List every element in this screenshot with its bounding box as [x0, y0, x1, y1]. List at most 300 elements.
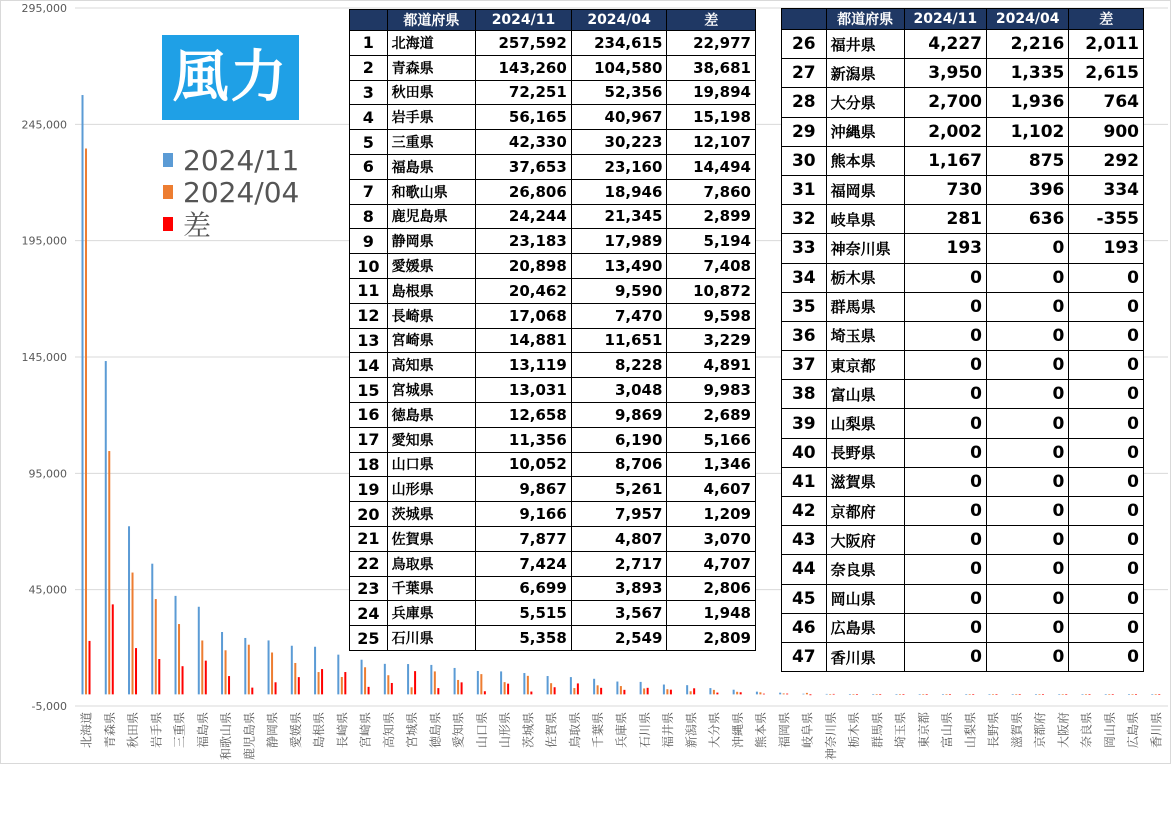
- cell-pref: 山梨県: [826, 409, 904, 438]
- cell-apr: 13,490: [571, 254, 667, 279]
- bar-nov: [105, 361, 107, 694]
- cell-diff: 2,809: [667, 626, 756, 651]
- bar-nov: [709, 688, 711, 694]
- cell-diff: 0: [1069, 380, 1144, 409]
- legend-swatch: [163, 185, 173, 199]
- bar-apr: [108, 451, 110, 694]
- cell-apr: 396: [987, 175, 1069, 204]
- table-row: [782, 117, 1144, 146]
- cell-apr: 0: [987, 642, 1069, 671]
- cell-nov: 12,658: [476, 402, 572, 427]
- cell-nov: 730: [904, 175, 986, 204]
- cell-rank: 21: [350, 526, 388, 551]
- bar-apr: [783, 693, 785, 694]
- bar-apr: [1015, 694, 1017, 695]
- bar-diff: [809, 694, 811, 695]
- cell-nov: 0: [904, 438, 986, 467]
- bar-diff: [600, 688, 602, 695]
- bar-diff: [182, 666, 184, 694]
- cell-nov: 0: [904, 321, 986, 350]
- x-tick-label: 福島県: [195, 712, 210, 749]
- cell-rank: 37: [782, 351, 827, 380]
- bar-nov: [663, 685, 665, 695]
- bar-diff: [949, 694, 951, 695]
- cell-apr: 0: [987, 263, 1069, 292]
- cell-apr: 2,717: [571, 551, 667, 576]
- cell-nov: 20,898: [476, 254, 572, 279]
- x-tick-label: 福岡県: [777, 712, 792, 749]
- x-tick-label: 和歌山県: [219, 712, 234, 761]
- table-row: [782, 409, 1144, 438]
- bar-nov: [616, 682, 618, 695]
- cell-rank: 47: [782, 642, 827, 671]
- cell-diff: -355: [1069, 205, 1144, 234]
- bar-apr: [364, 667, 366, 694]
- table-row: [350, 254, 756, 279]
- table-row: [350, 626, 756, 651]
- cell-pref: 鹿児島県: [387, 204, 476, 229]
- bar-apr: [341, 677, 343, 694]
- cell-nov: 3,950: [904, 59, 986, 88]
- cell-apr: 1,936: [987, 88, 1069, 117]
- cell-apr: 11,651: [571, 328, 667, 353]
- bar-diff: [995, 694, 997, 695]
- table-row: [350, 130, 756, 155]
- cell-apr: 5,261: [571, 477, 667, 502]
- bar-apr: [178, 624, 180, 694]
- cell-diff: 2,615: [1069, 59, 1144, 88]
- bar-nov: [942, 694, 944, 695]
- bar-diff: [1088, 694, 1090, 695]
- cell-nov: 0: [904, 467, 986, 496]
- cell-rank: 11: [350, 278, 388, 303]
- cell-rank: 5: [350, 130, 388, 155]
- cell-rank: 13: [350, 328, 388, 353]
- cell-apr: 23,160: [571, 154, 667, 179]
- cell-diff: 764: [1069, 88, 1144, 117]
- x-tick-label: 岩手県: [149, 712, 164, 749]
- y-tick-label: 195,000: [21, 234, 67, 248]
- cell-diff: 38,681: [667, 55, 756, 80]
- bar-nov: [919, 694, 921, 695]
- cell-rank: 29: [782, 117, 827, 146]
- bar-apr: [1085, 694, 1087, 695]
- cell-nov: 2,002: [904, 117, 986, 146]
- cell-nov: 0: [904, 292, 986, 321]
- bar-diff: [89, 641, 91, 694]
- bar-nov: [1105, 694, 1107, 695]
- cell-diff: 19,894: [667, 80, 756, 105]
- cell-diff: 0: [1069, 497, 1144, 526]
- bar-diff: [1158, 694, 1160, 695]
- cell-nov: 11,356: [476, 427, 572, 452]
- bar-apr: [806, 693, 808, 694]
- bar-apr: [899, 694, 901, 695]
- bar-nov: [477, 671, 479, 694]
- y-tick-label: 145,000: [21, 351, 67, 364]
- cell-rank: 40: [782, 438, 827, 467]
- bar-diff: [228, 676, 230, 694]
- bar-nov: [1151, 694, 1153, 695]
- x-tick-label: 島根県: [312, 712, 327, 749]
- cell-nov: 1,167: [904, 146, 986, 175]
- cell-apr: 52,356: [571, 80, 667, 105]
- cell-pref: 愛知県: [387, 427, 476, 452]
- cell-nov: 257,592: [476, 31, 572, 56]
- bar-apr: [504, 682, 506, 694]
- cell-nov: 0: [904, 497, 986, 526]
- cell-apr: 0: [987, 438, 1069, 467]
- legend-swatch: [163, 217, 173, 231]
- cell-pref: 新潟県: [826, 59, 904, 88]
- cell-rank: 33: [782, 234, 827, 263]
- table-row: [350, 303, 756, 328]
- x-tick-label: 宮城県: [405, 712, 420, 749]
- bar-nov: [1012, 694, 1014, 695]
- cell-diff: 0: [1069, 584, 1144, 613]
- cell-rank: 41: [782, 467, 827, 496]
- bar-nov: [268, 640, 270, 694]
- header-nov: 2024/11: [904, 9, 986, 30]
- bar-apr: [1038, 694, 1040, 695]
- bar-diff: [902, 694, 904, 695]
- table-row: [350, 378, 756, 403]
- cell-pref: 福井県: [826, 30, 904, 59]
- cell-nov: 0: [904, 555, 986, 584]
- cell-pref: 京都府: [826, 497, 904, 526]
- table-row: [782, 321, 1144, 350]
- bar-apr: [480, 674, 482, 694]
- x-tick-label: 徳島県: [428, 712, 443, 749]
- bar-apr: [1155, 694, 1157, 695]
- x-tick-label: 滋賀県: [1009, 712, 1024, 749]
- cell-apr: 2,549: [571, 626, 667, 651]
- bar-apr: [922, 694, 924, 695]
- x-tick-label: 北海道: [79, 712, 94, 749]
- bar-nov: [756, 692, 758, 695]
- x-tick-label: 静岡県: [265, 712, 280, 749]
- cell-nov: 4,227: [904, 30, 986, 59]
- cell-pref: 山口県: [387, 452, 476, 477]
- table-row: [350, 105, 756, 130]
- table-row: [350, 576, 756, 601]
- bar-diff: [321, 669, 323, 694]
- cell-apr: 4,807: [571, 526, 667, 551]
- x-tick-label: 京都府: [1033, 712, 1048, 749]
- table-row: [350, 427, 756, 452]
- cell-rank: 14: [350, 353, 388, 378]
- table-row: [782, 205, 1144, 234]
- cell-nov: 6,699: [476, 576, 572, 601]
- cell-diff: 1,209: [667, 502, 756, 527]
- cell-pref: 岐阜県: [826, 205, 904, 234]
- cell-rank: 44: [782, 555, 827, 584]
- cell-pref: 鳥取県: [387, 551, 476, 576]
- cell-nov: 5,358: [476, 626, 572, 651]
- cell-apr: 21,345: [571, 204, 667, 229]
- table-row: [350, 328, 756, 353]
- bar-apr: [387, 675, 389, 694]
- table-row: [782, 234, 1144, 263]
- cell-diff: 5,194: [667, 229, 756, 254]
- cell-nov: 72,251: [476, 80, 572, 105]
- bar-nov: [198, 607, 200, 695]
- bar-diff: [623, 690, 625, 695]
- cell-rank: 10: [350, 254, 388, 279]
- table-row: [350, 477, 756, 502]
- cell-apr: 0: [987, 526, 1069, 555]
- bar-apr: [85, 148, 87, 694]
- cell-apr: 9,590: [571, 278, 667, 303]
- bar-apr: [411, 687, 413, 694]
- x-tick-label: 新潟県: [684, 712, 699, 749]
- cell-pref: 滋賀県: [826, 467, 904, 496]
- cell-pref: 千葉県: [387, 576, 476, 601]
- bar-apr: [457, 680, 459, 694]
- cell-nov: 7,877: [476, 526, 572, 551]
- bar-diff: [833, 694, 835, 695]
- header-pref: 都道府県: [826, 9, 904, 30]
- cell-apr: 1,335: [987, 59, 1069, 88]
- cell-diff: 4,607: [667, 477, 756, 502]
- cell-diff: 3,070: [667, 526, 756, 551]
- cell-rank: 30: [782, 146, 827, 175]
- cell-pref: 三重県: [387, 130, 476, 155]
- cell-diff: 193: [1069, 234, 1144, 263]
- cell-nov: 0: [904, 642, 986, 671]
- bar-nov: [965, 694, 967, 695]
- cell-apr: 0: [987, 351, 1069, 380]
- bar-diff: [344, 672, 346, 694]
- x-tick-label: 沖縄県: [730, 712, 745, 749]
- table-row: [782, 30, 1144, 59]
- cell-nov: 7,424: [476, 551, 572, 576]
- bar-apr: [527, 676, 529, 695]
- header-rank: [350, 10, 388, 31]
- header-apr: 2024/04: [987, 9, 1069, 30]
- legend-item-diff: [163, 208, 299, 240]
- x-tick-label: 鳥取県: [567, 712, 582, 749]
- cell-rank: 17: [350, 427, 388, 452]
- table-row: [350, 601, 756, 626]
- cell-apr: 875: [987, 146, 1069, 175]
- x-tick-label: 栃木県: [847, 712, 862, 749]
- bar-apr: [969, 694, 971, 695]
- cell-diff: 3,229: [667, 328, 756, 353]
- x-tick-label: 広島県: [1126, 712, 1141, 749]
- bar-nov: [733, 690, 735, 695]
- cell-pref: 群馬県: [826, 292, 904, 321]
- bar-diff: [1065, 694, 1067, 695]
- bar-nov: [1128, 694, 1130, 695]
- cell-apr: 0: [987, 409, 1069, 438]
- bar-apr: [318, 672, 320, 694]
- cell-diff: 0: [1069, 321, 1144, 350]
- bar-apr: [597, 685, 599, 694]
- cell-apr: 17,989: [571, 229, 667, 254]
- bar-nov: [500, 671, 502, 694]
- table-row: [782, 497, 1144, 526]
- cell-pref: 兵庫県: [387, 601, 476, 626]
- bar-nov: [570, 677, 572, 694]
- cell-apr: 0: [987, 321, 1069, 350]
- cell-nov: 37,653: [476, 154, 572, 179]
- bar-apr: [132, 573, 134, 695]
- cell-diff: 0: [1069, 467, 1144, 496]
- header-apr: 2024/04: [571, 10, 667, 31]
- cell-nov: 9,867: [476, 477, 572, 502]
- cell-rank: 42: [782, 497, 827, 526]
- bar-apr: [1062, 694, 1064, 695]
- x-tick-label: 愛媛県: [288, 712, 303, 749]
- bar-nov: [407, 664, 409, 694]
- cell-pref: 青森県: [387, 55, 476, 80]
- bar-apr: [550, 683, 552, 694]
- cell-apr: 8,706: [571, 452, 667, 477]
- y-tick-label: 295,000: [21, 2, 67, 15]
- cell-rank: 19: [350, 477, 388, 502]
- cell-rank: 38: [782, 380, 827, 409]
- x-tick-label: 兵庫県: [614, 712, 629, 749]
- cell-rank: 8: [350, 204, 388, 229]
- bar-diff: [391, 683, 393, 694]
- bar-nov: [593, 679, 595, 695]
- cell-rank: 6: [350, 154, 388, 179]
- bar-apr: [713, 690, 715, 695]
- cell-diff: 2,011: [1069, 30, 1144, 59]
- bar-diff: [135, 648, 137, 694]
- cell-diff: 5,166: [667, 427, 756, 452]
- cell-rank: 1: [350, 31, 388, 56]
- bar-apr: [434, 671, 436, 694]
- bar-diff: [275, 682, 277, 694]
- bar-diff: [414, 671, 416, 694]
- header-pref: 都道府県: [387, 10, 476, 31]
- cell-pref: 広島県: [826, 613, 904, 642]
- x-tick-label: 山形県: [498, 712, 513, 749]
- cell-pref: 北海道: [387, 31, 476, 56]
- bar-nov: [779, 693, 781, 695]
- cell-pref: 愛媛県: [387, 254, 476, 279]
- bar-apr: [225, 650, 227, 694]
- bar-diff: [1042, 694, 1044, 695]
- x-tick-label: 富山県: [940, 712, 955, 749]
- cell-apr: 8,228: [571, 353, 667, 378]
- cell-rank: 22: [350, 551, 388, 576]
- bar-apr: [1132, 694, 1134, 695]
- cell-apr: 6,190: [571, 427, 667, 452]
- cell-diff: 9,983: [667, 378, 756, 403]
- cell-nov: 13,031: [476, 378, 572, 403]
- x-tick-label: 石川県: [637, 712, 652, 749]
- bar-diff: [158, 659, 160, 694]
- bar-diff: [554, 687, 556, 694]
- cell-diff: 0: [1069, 613, 1144, 642]
- bar-apr: [852, 694, 854, 695]
- bar-nov: [430, 665, 432, 694]
- legend-label: 2024/04: [183, 175, 300, 209]
- cell-pref: 奈良県: [826, 555, 904, 584]
- bar-apr: [201, 640, 203, 694]
- table-row: [350, 204, 756, 229]
- legend: [163, 144, 299, 240]
- x-tick-label: 長崎県: [335, 712, 350, 749]
- bar-nov: [244, 638, 246, 694]
- cell-pref: 岡山県: [826, 584, 904, 613]
- x-tick-label: 愛知県: [451, 712, 466, 749]
- cell-pref: 静岡県: [387, 229, 476, 254]
- x-tick-label: 青森県: [102, 712, 117, 749]
- cell-nov: 281: [904, 205, 986, 234]
- bar-diff: [507, 684, 509, 695]
- cell-pref: 宮城県: [387, 378, 476, 403]
- cell-nov: 13,119: [476, 353, 572, 378]
- bar-nov: [686, 685, 688, 694]
- bar-nov: [849, 694, 851, 695]
- table-row: [350, 353, 756, 378]
- bar-diff: [740, 692, 742, 694]
- cell-pref: 茨城県: [387, 502, 476, 527]
- ranking-table-2: [781, 8, 1144, 672]
- table-row: [782, 438, 1144, 467]
- cell-apr: 18,946: [571, 179, 667, 204]
- cell-apr: 0: [987, 555, 1069, 584]
- table-row: [350, 278, 756, 303]
- cell-rank: 16: [350, 402, 388, 427]
- table-row: [350, 229, 756, 254]
- cell-rank: 34: [782, 263, 827, 292]
- x-tick-label: 岡山県: [1102, 712, 1117, 749]
- bar-nov: [988, 694, 990, 695]
- bar-nov: [82, 95, 84, 694]
- bar-diff: [972, 694, 974, 695]
- cell-pref: 石川県: [387, 626, 476, 651]
- cell-rank: 31: [782, 175, 827, 204]
- bar-apr: [573, 688, 575, 694]
- x-axis-labels: [80, 712, 1164, 760]
- table-header-row: [350, 10, 756, 31]
- legend-label: 2024/11: [183, 143, 300, 177]
- cell-nov: 20,462: [476, 278, 572, 303]
- cell-pref: 大分県: [826, 88, 904, 117]
- cell-nov: 42,330: [476, 130, 572, 155]
- bar-diff: [856, 694, 858, 695]
- table-row: [350, 55, 756, 80]
- cell-apr: 0: [987, 613, 1069, 642]
- x-tick-label: 熊本県: [754, 712, 769, 749]
- cell-pref: 福島県: [387, 154, 476, 179]
- cell-nov: 10,052: [476, 452, 572, 477]
- cell-nov: 2,700: [904, 88, 986, 117]
- bar-nov: [454, 668, 456, 694]
- x-tick-label: 山梨県: [963, 712, 978, 749]
- cell-nov: 0: [904, 380, 986, 409]
- cell-nov: 24,244: [476, 204, 572, 229]
- legend-item-2024-11: [163, 144, 299, 176]
- y-tick-label: -5,000: [31, 700, 67, 713]
- cell-apr: 0: [987, 497, 1069, 526]
- x-tick-label: 大阪府: [1056, 712, 1071, 749]
- x-tick-label: 神奈川県: [823, 712, 838, 761]
- cell-apr: 3,567: [571, 601, 667, 626]
- bar-apr: [759, 692, 761, 694]
- header-rank: [782, 9, 827, 30]
- cell-pref: 佐賀県: [387, 526, 476, 551]
- cell-pref: 熊本県: [826, 146, 904, 175]
- bar-nov: [151, 564, 153, 695]
- bar-diff: [484, 691, 486, 694]
- cell-apr: 40,967: [571, 105, 667, 130]
